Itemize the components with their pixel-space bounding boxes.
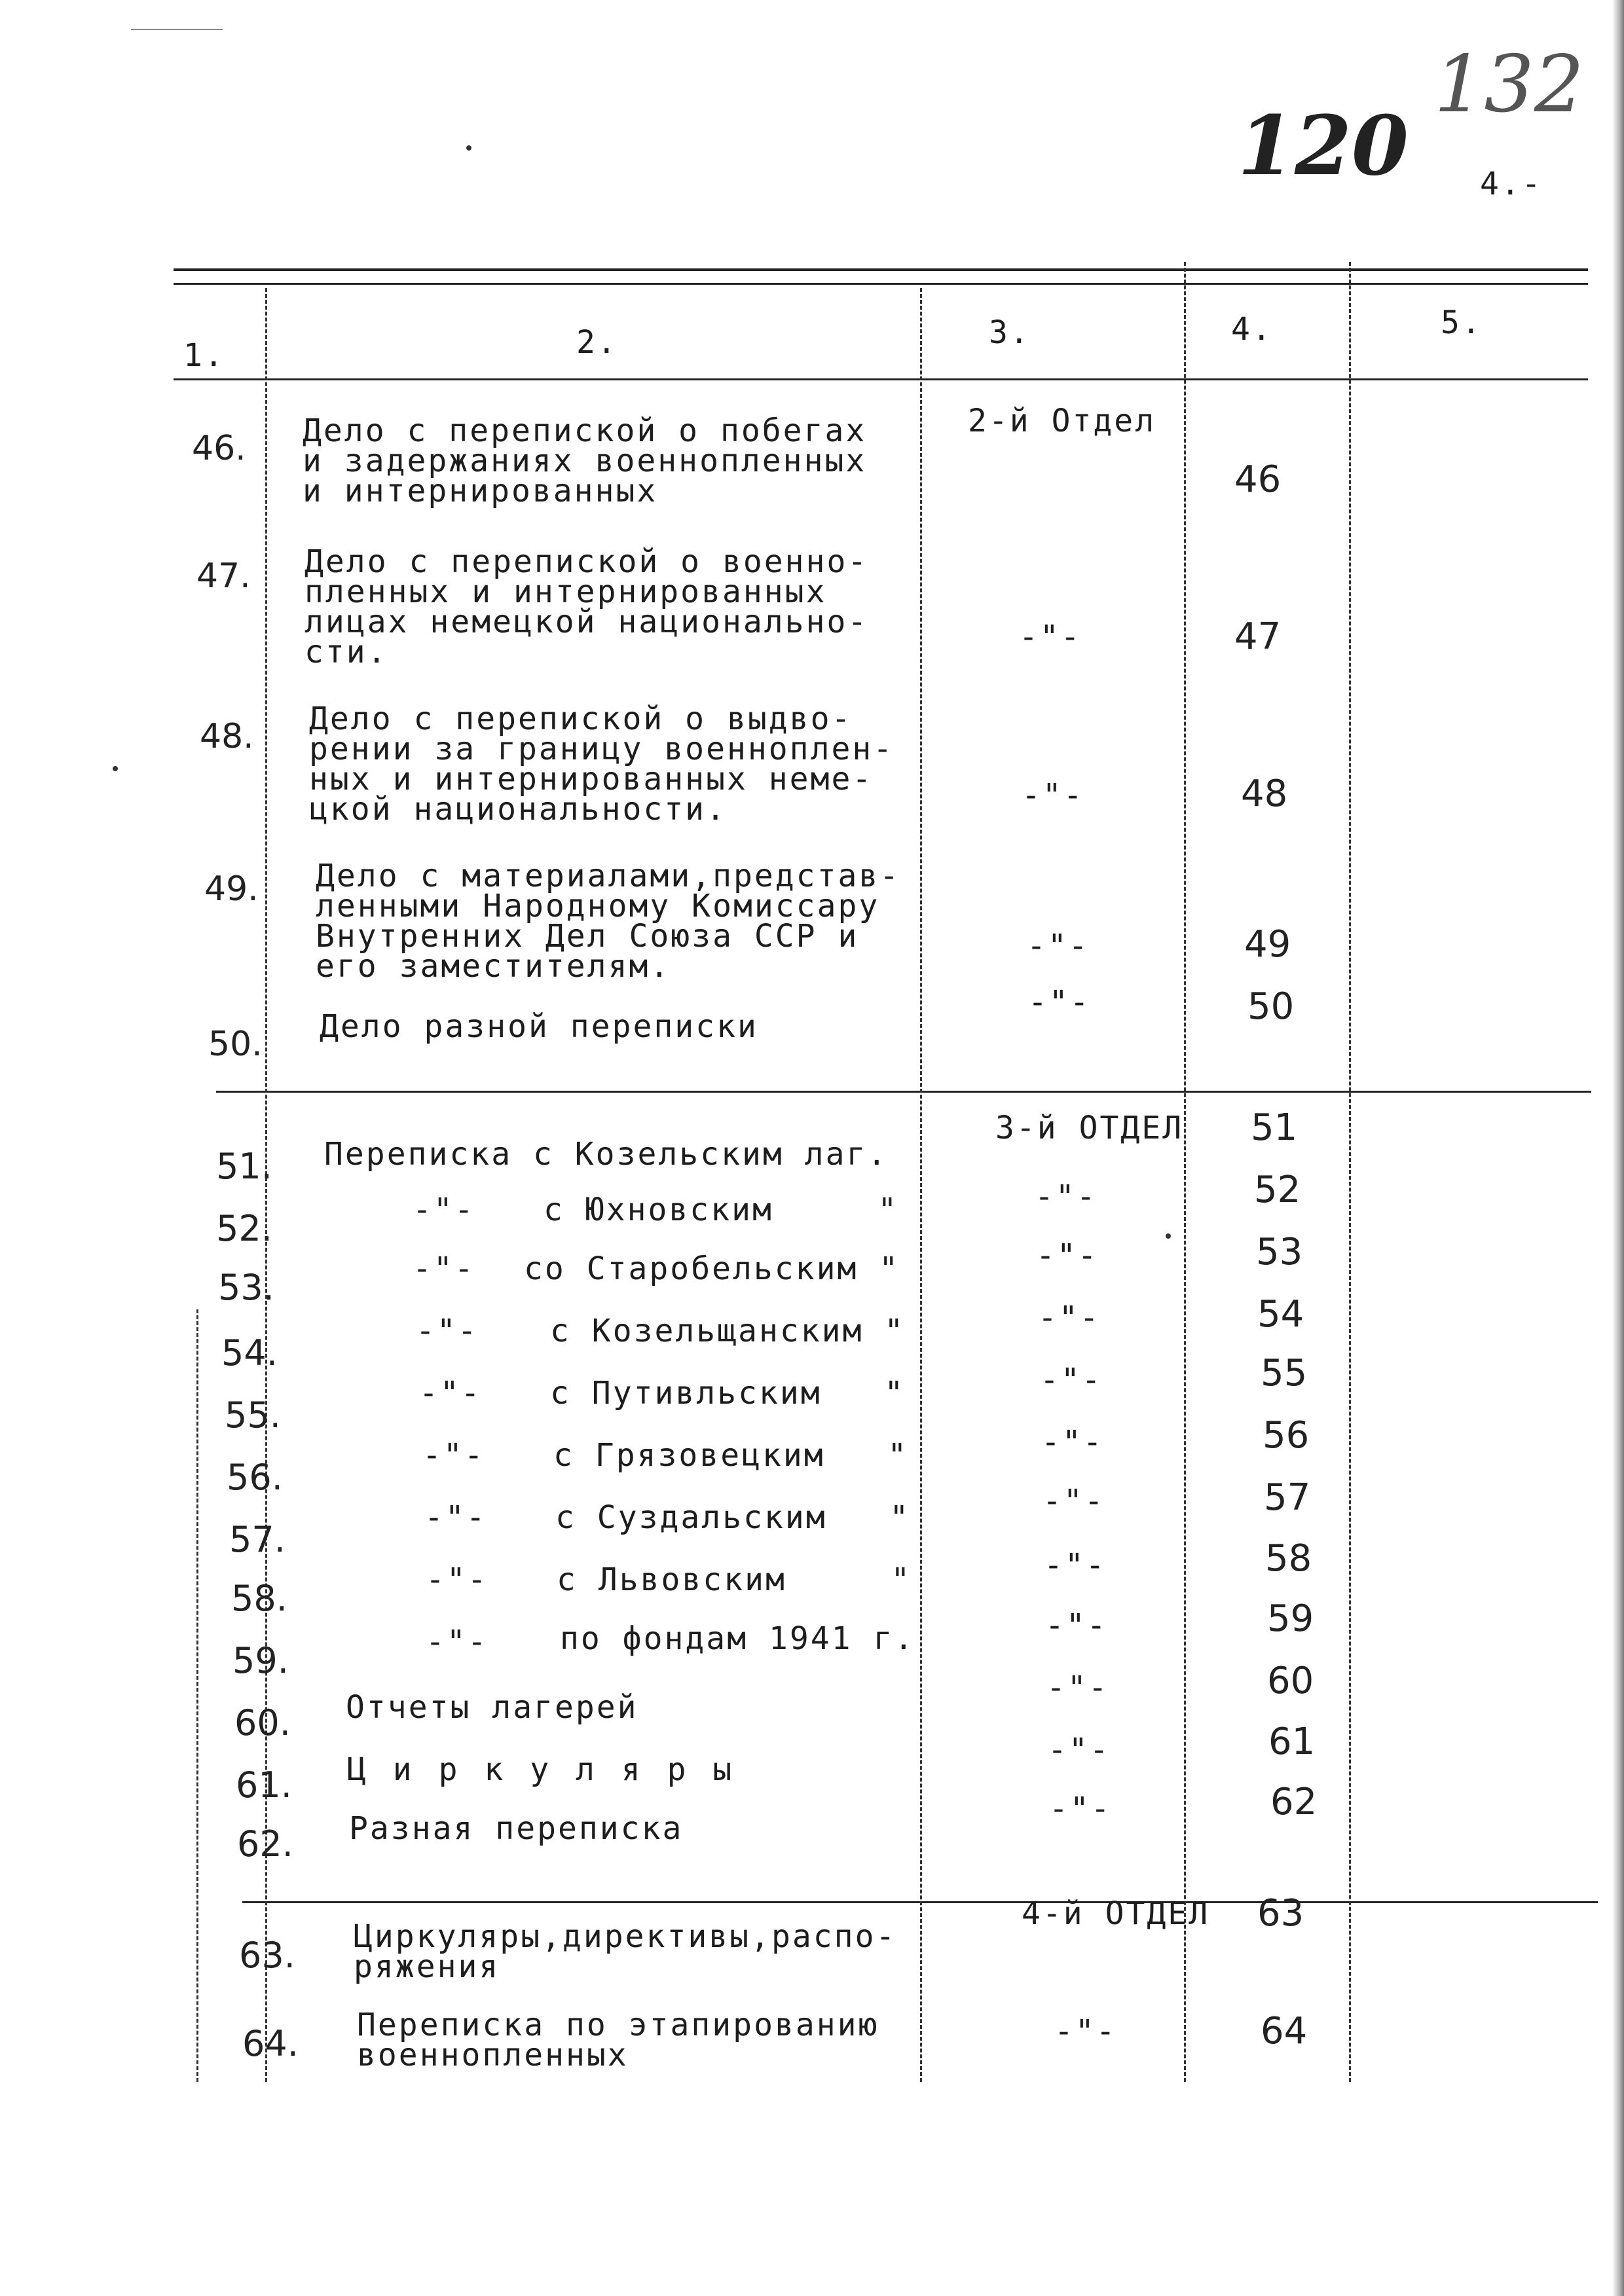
- column-divider-3: [1184, 262, 1186, 2082]
- stray-dot: [113, 766, 118, 771]
- row-number: 61.: [236, 1764, 292, 1806]
- row-department: -"-: [1028, 984, 1091, 1021]
- row-desc-line: по фондам 1941 г.: [560, 1620, 915, 1657]
- row-number: 59.: [232, 1640, 289, 1681]
- row-department: -"-: [1048, 1732, 1111, 1768]
- row-department: -"-: [1046, 1669, 1109, 1706]
- column-divider-2: [920, 288, 922, 2082]
- row-col4-number: 53: [1256, 1231, 1303, 1273]
- row-department: 3-й ОТДЕЛ: [995, 1110, 1184, 1146]
- row-col4-number: 58: [1265, 1537, 1312, 1580]
- row-desc-line: Дело с перепиской о побегах: [303, 412, 867, 449]
- row-desc-line: Отчеты лагерей: [346, 1689, 638, 1726]
- row-department: -"-: [1027, 928, 1090, 964]
- row-desc-line: с Юхновским ": [544, 1192, 899, 1228]
- row-col4-number: 47: [1234, 615, 1282, 658]
- row-desc-line: военнопленных: [357, 2037, 629, 2073]
- row-desc-line: Дело разной переписки: [320, 1008, 758, 1045]
- header-col-3: 3.: [989, 314, 1031, 351]
- row-desc-line: со Старобельским ": [524, 1250, 900, 1287]
- row-department: -"-: [1036, 1237, 1099, 1274]
- row-department: -"-: [1044, 1547, 1107, 1584]
- row-desc-line: Дело с перепиской о выдво-: [309, 701, 853, 737]
- row-department: -"-: [1035, 1178, 1098, 1215]
- section-rule-3: [216, 1091, 1591, 1093]
- row-desc-line: Дело с перепиской о военно-: [304, 543, 869, 580]
- row-desc-line: пленных и интернированных: [304, 574, 827, 610]
- row-number: 52.: [216, 1208, 272, 1249]
- row-department: -"-: [1043, 1483, 1105, 1520]
- table-top-rule-2: [174, 283, 1588, 285]
- row-desc-line: сти.: [304, 634, 388, 670]
- row-col4-number: 64: [1261, 2010, 1308, 2052]
- row-col4-number: 50: [1247, 985, 1295, 1028]
- page-number: 4.-: [1480, 166, 1543, 202]
- row-desc-line: с Суздальским ": [555, 1499, 911, 1536]
- row-number: 56.: [227, 1457, 283, 1498]
- row-col4-number: 61: [1268, 1721, 1316, 1763]
- header-col-1: 1.: [183, 337, 225, 374]
- scan-edge-shadow: [1612, 0, 1624, 2296]
- row-department: -"-: [1038, 1300, 1101, 1336]
- row-department: -"-: [1022, 777, 1084, 814]
- row-col4-number: 52: [1254, 1169, 1301, 1211]
- row-department: -"-: [1054, 2013, 1117, 2050]
- row-department: 2-й Отдел: [968, 403, 1156, 439]
- column-divider-4: [1349, 262, 1351, 2082]
- header-bottom-rule: [174, 378, 1588, 380]
- row-desc-line: ных и интернированных неме-: [309, 761, 874, 797]
- row-number: 58.: [231, 1578, 287, 1619]
- row-number: 63.: [239, 1935, 295, 1976]
- row-desc-line: с Львовским ": [557, 1561, 912, 1598]
- row-department: 4-й ОТДЕЛ: [1022, 1895, 1210, 1932]
- row-col4-number: 54: [1257, 1293, 1304, 1336]
- row-desc-line: лицах немецкой национально-: [304, 604, 869, 640]
- stray-dot: [1166, 1233, 1171, 1239]
- row-number: 64.: [242, 2023, 299, 2064]
- row-number: 49.: [204, 869, 259, 909]
- row-number: 48.: [200, 717, 254, 756]
- row-desc-line: Разная переписка: [349, 1810, 684, 1847]
- row-department: -"-: [1019, 619, 1082, 655]
- table-top-rule: [174, 268, 1588, 271]
- row-col4-number: 55: [1261, 1352, 1308, 1394]
- row-desc-line: ленными Народному Комиссару: [316, 888, 880, 924]
- row-desc-line: рении за границу военноплен-: [309, 731, 895, 767]
- row-col4-number: 51: [1251, 1106, 1298, 1149]
- row-desc-line: с Грязовецким ": [553, 1437, 909, 1474]
- row-desc-line: его заместителям.: [316, 948, 671, 985]
- row-desc-line: Дело с материалами,представ-: [316, 858, 901, 894]
- row-desc-line: Внутренних Дел Союза ССР и: [316, 918, 859, 955]
- row-col4-number: 60: [1267, 1660, 1314, 1702]
- row-desc-line: с Путивльским ": [550, 1375, 906, 1412]
- row-col4-number: 49: [1244, 923, 1291, 966]
- row-number: 53.: [218, 1267, 274, 1308]
- row-desc-line: и интернированных: [303, 473, 658, 509]
- row-desc-line: с Козельщанским ": [550, 1313, 906, 1349]
- row-ditto: -"-: [426, 1561, 489, 1598]
- row-desc-line: Переписка с Козельским лаг.: [324, 1136, 889, 1173]
- row-number: 47.: [196, 556, 251, 596]
- row-department: -"-: [1041, 1424, 1104, 1461]
- column-divider-left: [196, 1309, 198, 2082]
- header-col-4: 4.: [1231, 311, 1273, 348]
- row-number: 60.: [234, 1702, 291, 1743]
- row-col4-number: 62: [1270, 1781, 1318, 1823]
- row-ditto: -"-: [426, 1624, 489, 1660]
- header-col-2: 2.: [576, 324, 618, 361]
- row-col4-number: 57: [1264, 1476, 1311, 1519]
- row-ditto: -"-: [424, 1499, 487, 1536]
- row-number: 55.: [225, 1394, 281, 1436]
- archive-number-old: 132: [1434, 39, 1585, 130]
- row-desc-line: ряжения: [354, 1948, 500, 1985]
- row-desc-line: Циркуляры,директивы,распо-: [354, 1918, 897, 1955]
- row-number: 51.: [216, 1146, 272, 1187]
- row-ditto: -"-: [413, 1250, 475, 1287]
- row-number: 54.: [221, 1332, 278, 1374]
- row-number: 62.: [237, 1823, 293, 1865]
- archive-number-new: 120: [1238, 98, 1409, 194]
- stray-stroke: [131, 29, 223, 30]
- row-ditto: -"-: [422, 1437, 485, 1474]
- row-desc-line: Ц и р к у л я р ы: [347, 1751, 736, 1788]
- row-ditto: -"-: [416, 1313, 479, 1349]
- row-ditto: -"-: [419, 1375, 482, 1412]
- row-desc-line: и задержаниях военнопленных: [303, 443, 867, 479]
- row-ditto: -"-: [413, 1192, 475, 1228]
- row-desc-line: цкой национальности.: [309, 791, 727, 828]
- row-number: 50.: [208, 1025, 263, 1064]
- row-col4-number: 48: [1241, 773, 1288, 815]
- row-col4-number: 63: [1257, 1892, 1304, 1935]
- row-col4-number: 59: [1267, 1597, 1314, 1640]
- row-department: -"-: [1045, 1607, 1108, 1644]
- header-col-5: 5.: [1441, 304, 1483, 341]
- row-col4-number: 56: [1263, 1414, 1310, 1457]
- row-number: 57.: [229, 1519, 286, 1560]
- row-number: 46.: [192, 429, 246, 468]
- stray-dot: [466, 145, 471, 151]
- row-desc-line: Переписка по этапированию: [357, 2007, 879, 2043]
- row-department: -"-: [1040, 1362, 1103, 1398]
- row-department: -"-: [1049, 1791, 1112, 1827]
- row-col4-number: 46: [1234, 458, 1282, 501]
